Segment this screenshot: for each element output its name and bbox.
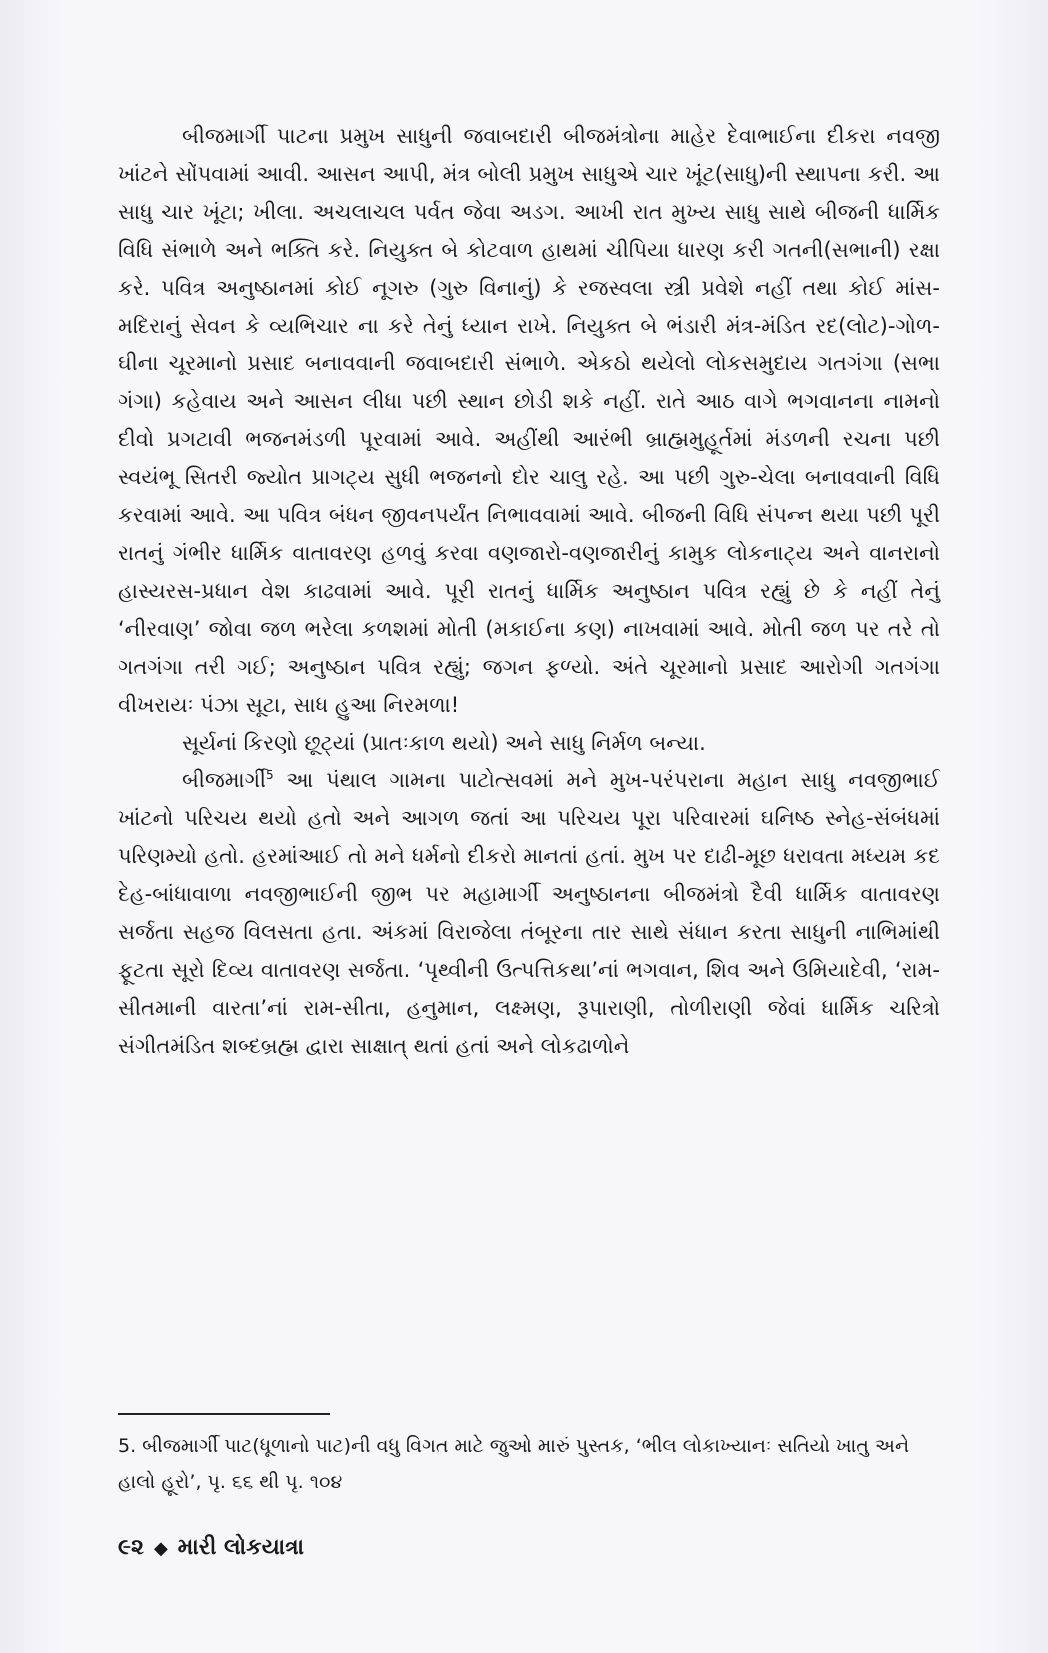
paragraph-3-text: આ પંથાલ ગામના પાટોત્સવમાં મને મુખ-પરંપરાના મહાન સાધુ નવજીભાઈ ખાંટનો પરિચય થયો હતો અને આગળ જતાં આ પરિચય પૂરા પરિવારમાં ઘનિષ્ઠ સ્નેહ-સંબંધમાં પરિણમ્યો હતો. હરમાંઆઈ તો મને ધર્મનો દીકરો માનતાં હતાં. મુખ પર દાઢી-મૂછ ધરાવતા મધ્યમ કદ દેહ-બાંધાવાળા નવજીભાઈની જીભ પર મહામાર્ગી અનુષ્ઠાનના બીજમંત્રો દૈવી ધાર્મિક વાતાવરણ સર્જતા સહજ વિલસતા હતા. અંકમાં વિરાજેલા તંબૂરના તાર સાથે સંધાન કરતા સાધુની નાભિમાંથી ફૂટતા સૂરો દિવ્ય વાતાવરણ સર્જતા. ‘પૃથ્વીની ઉત્પત્તિકથા’નાં ભગવાન, શિવ અને ઉમિયાદેવી, ‘રામ-સીતમાની વારતા’નાં રામ-સીતા, હનુમાન, લક્ષ્મણ, રૂપારાણી, તોળીરાણી જેવાં ધાર્મિક ચરિત્રો સંગીતમંડિત શબ્દબ્રહ્મ દ્વારા સાક્ષાત્ થતાં હતાં અને લોકઢાળોને <box>118 768 940 1058</box>
paragraph-3 <box>118 762 940 1065</box>
page-number: ૯૨ <box>118 1535 144 1560</box>
body-text <box>118 118 940 1066</box>
paragraph-1: બીજમાર્ગી પાટના પ્રમુખ સાધુની જવાબદારી બીજમંત્રોના માહેર દેવાભાઈના દીકરા નવજી ખાંટને સોંપવામાં આવી. આસન આપી, મંત્ર બોલી પ્રમુખ સાધુએ ચાર ખૂંટ(સાધુ)ની સ્થાપના કરી. આ સાધુ ચાર ખૂંટા; ખીલા. અચલાચલ પર્વત જેવા અડગ. આખી રાત મુખ્ય સાધુ સાથે બીજની ધાર્મિક વિધિ સંભાળે અને ભક્તિ કરે. નિયુક્ત બે કોટવાળ હાથમાં ચીપિયા ધારણ કરી ગતની(સભાની) રક્ષા કરે. પવિત્ર અનુષ્ઠાનમાં કોઈ નૂગરુ (ગુરુ વિનાનું) કે રજસ્વલા સ્ત્રી પ્રવેશે નહીં તથા કોઈ માંસ-મદિરાનું સેવન કે વ્યભિચાર ના કરે તેનું ધ્યાન રાખે. નિયુક્ત બે ભંડારી મંત્ર-મંડિત રદ(લોટ)-ગોળ-ઘીના ચૂરમાનો પ્રસાદ બનાવવાની જવાબદારી સંભાળે. એકઠો થયેલો લોકસમુદાય ગતગંગા (સભા ગંગા) કહેવાય અને આસન લીધા પછી સ્થાન છોડી શકે નહીં. રાતે આઠ વાગે ભગવાનના નામનો દીવો પ્રગટાવી ભજનમંડળી પૂરવામાં આવે. અહીંથી આરંભી બ્રાહ્મમુહૂર્તમાં મંડળની રચના પછી સ્વયંભૂ સિતરી જ્યોત પ્રાગટ્ય સુધી ભજનનો દોર ચાલુ રહે. આ પછી ગુરુ-ચેલા બનાવવાની વિધિ કરવામાં આવે. આ પવિત્ર બંધન જીવનપર્યંત નિભાવવામાં આવે. બીજની વિધિ સંપન્ન થયા પછી પૂરી રાતનું ગંભીર ધાર્મિક વાતાવરણ હળવું કરવા વણજારો-વણજારીનું કામુક લોકનાટ્ય અને વાનરાનો હાસ્યરસ-પ્રધાન વેશ કાઢવામાં આવે. પૂરી રાતનું ધાર્મિક અનુષ્ઠાન પવિત્ર રહ્યું છે કે નહીં તેનું ‘નીરવાણ’ જોવા જળ ભરેલા કળશમાં મોતી (મકાઈના કણ) નાખવામાં આવે. મોતી જળ પર તરે તો ગતગંગા તરી ગઈ; અનુષ્ઠાન પવિત્ર રહ્યું; જગન ફળ્યો. અંતે ચૂરમાનો પ્રસાદ આરોગી ગતગંગા વીખરાયઃ પંઝા સૂટા, સાધ હુઆ નિરમળા! <box>118 124 940 717</box>
paragraph-3-start: બીજમાર્ગી <box>182 768 267 793</box>
footnote-divider <box>118 1413 330 1415</box>
footnote: 5. બીજમાર્ગી પાટ(ધૂળાનો પાટ)ની વધુ વિગત માટે જુઓ મારું પુસ્તક, ‘ભીલ લોકાખ્યાનઃ સતિયો ખાતુ અને હાલો હૂરો’, પૃ. ૬૬ થી પૃ. ૧૦૪ <box>118 1435 910 1493</box>
book-title: મારી લોકયાત્રા <box>177 1535 305 1560</box>
diamond-icon: ◆ <box>153 1538 168 1559</box>
paragraph-2: સૂર્યનાં કિરણો છૂટ્યાં (પ્રાતઃકાળ થયો) અને સાધુ નિર્મળ બન્યા. <box>182 730 706 755</box>
page-footer <box>118 1535 304 1560</box>
footnote-reference: 5 <box>266 768 274 783</box>
